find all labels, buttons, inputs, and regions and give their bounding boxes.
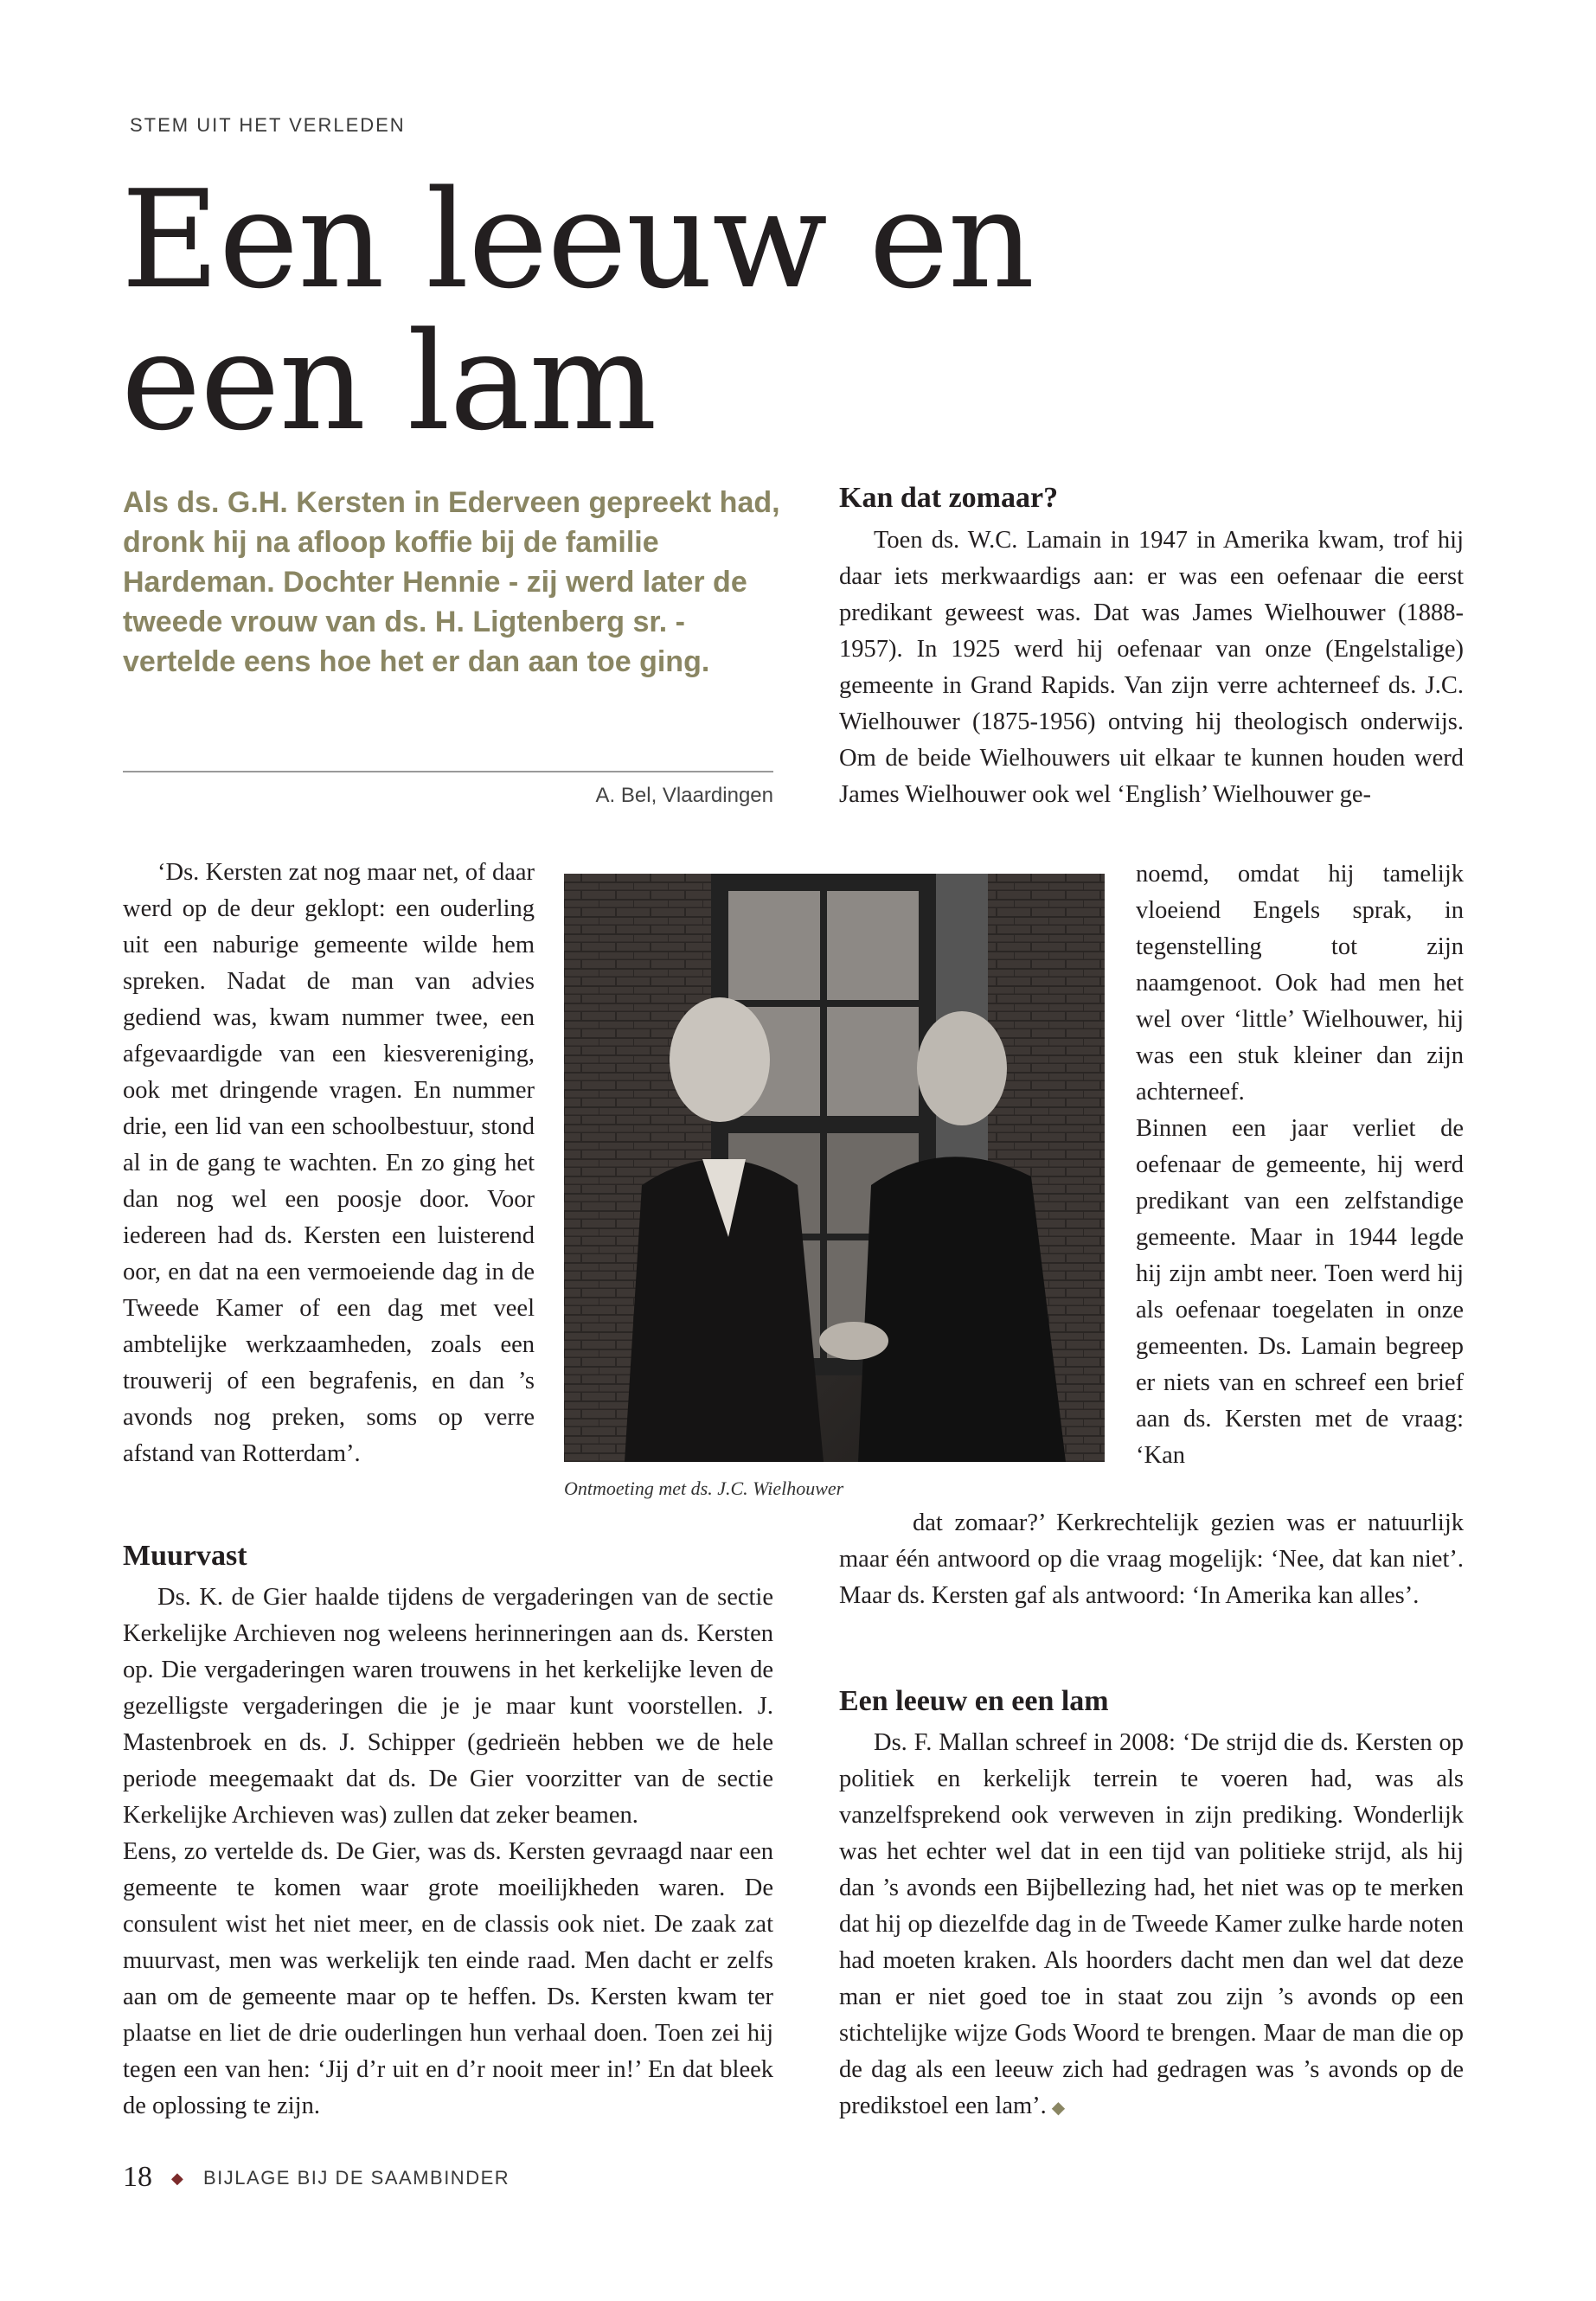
title-line-1: Een leeuw en bbox=[121, 161, 1035, 318]
quote-paragraph: ‘Ds. Kersten zat nog maar net, of daar werd op de deur geklopt: een ouderling uit een naburige gemeente wilde hem spreken. Nadat de man van advies gediend was, kwam nummer twee, een afgevaardigde van een kiesvereniging, ook met dringende vragen. En nummer drie, een lid van een schoolbestuur, stond al in de gang te wachten. En zo ging het dan nog wel een poosje door. Voor iedereen had ds. Kersten een luisterend oor, en dat na een vermoeiende dag in de Tweede Kamer of een dag met veel ambtelijke werkzaamheden, zoals een trouwerij of een begrafenis, en dan ’s avonds nog preken, soms op verre afstand van Rotterdam’. bbox=[123, 859, 535, 1467]
kan-dat-wrap-2: Binnen een jaar verliet de oefenaar de gemeente, hij werd predikant van een zelfstandige gemeente. Maar in 1944 legde hij zijn ambt neer. Toen werd hij als oefenaar toegelaten in onze gemeenten. Ds. Lamain begreep er niets van en schreef een brief aan ds. Kersten met de vraag: ‘Kan bbox=[1136, 1115, 1464, 1469]
leeuw-paragraph-text: Ds. F. Mallan schreef in 2008: ‘De strijd die ds. Kersten op politiek en kerkelijk terrein te voeren had, was als vanzelfsprekend ook verweven in zijn prediking. Wonderlijk was het echter wel dat in een tijd van politieke strijd, als hij dan ’s avonds een Bijbellezing had, het niet was op te merken dat hij op diezelfde dag in de Tweede Kamer zulke harde noten had moeten kraken. Als hoorders dacht men dan wel dat deze man er niet goed toe in staat zou zijn ’s avonds op een stichtelijke wijze Gods Woord te brengen. Maar de man die op de dag als een leeuw zich had gedragen was ’s avonds op de predikstoel een lam’. bbox=[839, 1729, 1464, 2119]
kan-dat-wrap-text bbox=[1136, 856, 1464, 1474]
muurvast-paragraph-1: Ds. K. de Gier haalde tijdens de vergaderingen van de sectie Kerkelijke Archieven nog weleens herinneringen aan ds. Kersten op. Die vergaderingen waren trouwens in het kerkelijke leven de gezelligste vergaderingen die je je maar kunt voorstellen. J. Mastenbroek en ds. J. Schipper (gedrieën hebben we de hele periode meegemaakt dat ds. De Gier voorzitter van de sectie Kerkelijke Archieven was) zullen dat zeker beamen. bbox=[123, 1584, 773, 1829]
kan-dat-body bbox=[839, 522, 1464, 813]
kan-dat-continuation: dat zomaar?’ Kerkrechtelijk gezien was er natuurlijk maar één antwoord op die vraag mogelijk: ‘Nee, dat kan niet’. Maar ds. Kersten gaf als antwoord: ‘In Amerika kan alles’. bbox=[839, 1509, 1464, 1609]
heading-kan-dat-zomaar: Kan dat zomaar? bbox=[839, 482, 1059, 514]
divider bbox=[123, 771, 773, 772]
footer-diamond-icon: ◆ bbox=[171, 2170, 183, 2187]
muurvast-body bbox=[123, 1580, 773, 2125]
photo-image bbox=[564, 874, 1105, 1462]
page-number: 18 bbox=[123, 2161, 152, 2193]
byline: A. Bel, Vlaardingen bbox=[595, 784, 773, 807]
intro-lead: Als ds. G.H. Kersten in Ederveen gepreekt had, dronk hij na afloop koffie bij de familie Hardeman. Dochter Hennie - zij werd later de tweede vrouw van ds. H. Ligtenberg sr. - vertelde eens hoe het er dan aan toe ging. bbox=[123, 486, 780, 678]
leeuw-body bbox=[839, 1725, 1464, 2126]
kan-dat-wrap-1: noemd, omdat hij tamelijk vloeiend Engels sprak, in tegenstelling tot zijn naamgenoot. Ook had men het wel over ‘little’ Wielhouwer, hij was een stuk kleiner dan zijn achterneef. bbox=[1136, 861, 1464, 1106]
title-line-2: een lam bbox=[121, 303, 657, 460]
heading-muurvast: Muurvast bbox=[123, 1540, 247, 1572]
kan-dat-continued bbox=[839, 1505, 1464, 1614]
left-column-text bbox=[123, 855, 535, 1472]
photo-caption: Ontmoeting met ds. J.C. Wielhouwer bbox=[564, 1477, 844, 1499]
section-label: STEM UIT HET VERLEDEN bbox=[130, 114, 406, 136]
kan-dat-paragraph-1: Toen ds. W.C. Lamain in 1947 in Amerika kwam, trof hij daar iets merkwaardigs aan: er was een oefenaar die eerst predikant geweest was. Dat was James Wielhouwer (1888-1957). In 1925 werd hij oefenaar van onze (Engelstalige) gemeente in Grand Rapids. Van zijn verre achterneef ds. J.C. Wielhouwer (1875-1956) ontving hij theologisch onderwijs. Om de beide Wielhouwers uit elkaar te kunnen houden werd James Wielhouwer ook wel ‘English’ Wielhouwer ge- bbox=[839, 527, 1464, 808]
end-mark-icon: ◆ bbox=[1051, 2099, 1066, 2118]
article-title bbox=[121, 161, 1073, 460]
photo bbox=[564, 874, 1105, 1462]
footer-publication: BIJLAGE BIJ DE SAAMBINDER bbox=[203, 2167, 510, 2189]
heading-een-leeuw-en-een-lam: Een leeuw en een lam bbox=[839, 1685, 1109, 1717]
muurvast-paragraph-2: Eens, zo vertelde ds. De Gier, was ds. Kersten gevraagd naar een gemeente te komen waar grote moeilijkheden waren. De consulent wist het niet meer, en de classis ook niet. De zaak zat muurvast, men was werkelijk ten einde raad. Men dacht er zelfs aan om de gemeente maar op te heffen. Ds. Kersten kwam ter plaatse en liet de drie ouderlingen hun verhaal doen. Toen zei hij tegen een van hen: ‘Jij d’r uit en d’r nooit meer in!’ En dat bleek de oplossing te zijn. bbox=[123, 1838, 773, 2119]
leeuw-paragraph bbox=[839, 1725, 1464, 2126]
